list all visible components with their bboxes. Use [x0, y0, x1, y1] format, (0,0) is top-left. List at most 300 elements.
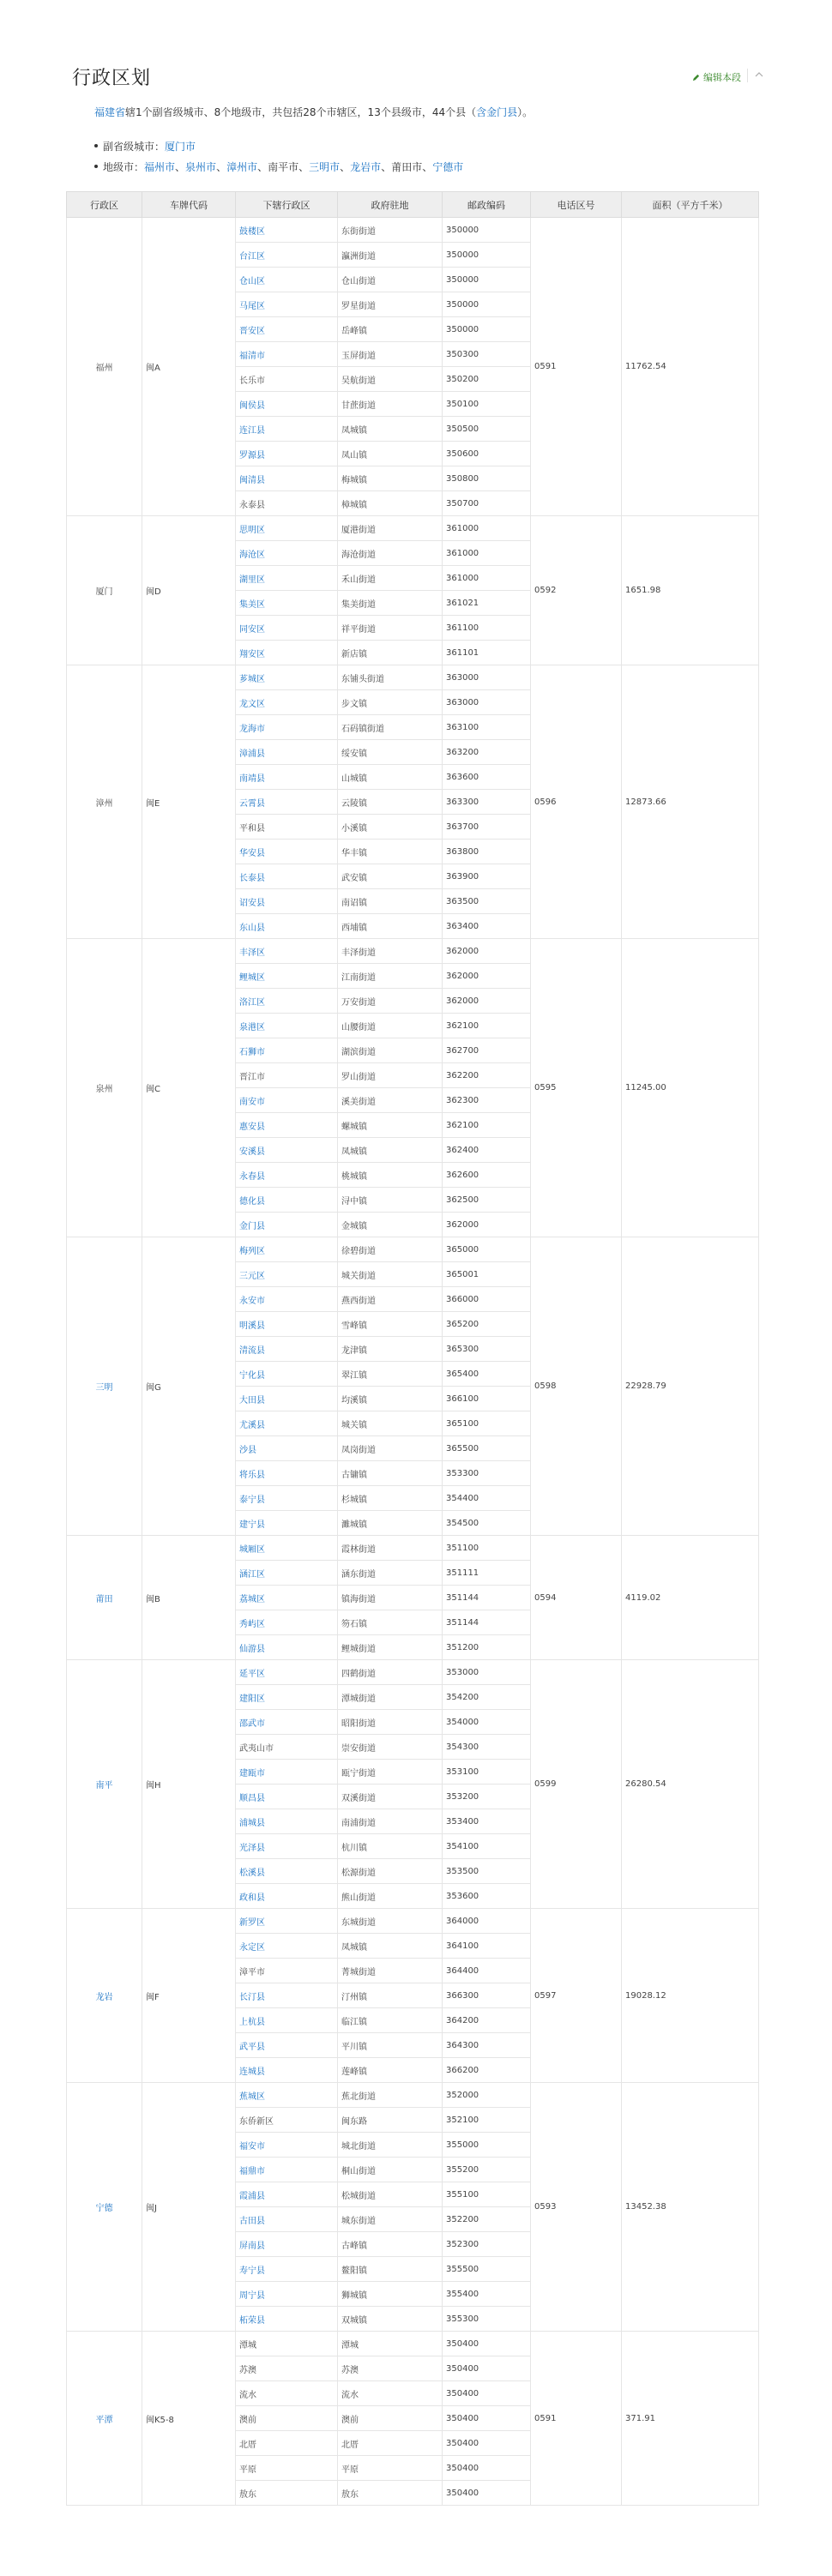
- subdivision-cell[interactable]: 闽清县: [236, 466, 338, 491]
- subdivision-cell[interactable]: 翔安区: [236, 641, 338, 665]
- postcode-cell: 353100: [443, 1760, 531, 1785]
- subdivision-cell[interactable]: 建阳区: [236, 1685, 338, 1710]
- region-name-cell: 福州: [67, 218, 142, 516]
- list-separator: 、: [340, 161, 351, 173]
- postcode-cell: 362600: [443, 1163, 531, 1188]
- seat-cell: 流水: [338, 2381, 443, 2406]
- postcode-cell: 363000: [443, 665, 531, 690]
- table-row: [67, 939, 759, 964]
- region-name-cell[interactable]: 莆田: [67, 1536, 142, 1660]
- seat-cell: 绥安镇: [338, 740, 443, 765]
- sub-provincial-item: [103, 139, 196, 153]
- seat-cell: 潭城: [338, 2332, 443, 2356]
- postcode-cell: 365300: [443, 1337, 531, 1362]
- subdivision-cell[interactable]: 延平区: [236, 1660, 338, 1685]
- postcode-cell: 365000: [443, 1237, 531, 1262]
- subdivision-cell[interactable]: 台江区: [236, 243, 338, 268]
- postcode-cell: 362400: [443, 1138, 531, 1163]
- subdivision-cell[interactable]: 武平县: [236, 2033, 338, 2058]
- postcode-cell: 363600: [443, 765, 531, 790]
- subdivision-cell[interactable]: 邵武市: [236, 1710, 338, 1735]
- postcode-cell: 365001: [443, 1262, 531, 1287]
- postcode-cell: 350400: [443, 2332, 531, 2356]
- list-separator: 、: [257, 161, 268, 173]
- seat-cell: 雪峰镇: [338, 1312, 443, 1337]
- seat-cell: 小溪镇: [338, 815, 443, 840]
- subdivision-cell[interactable]: 梅列区: [236, 1237, 338, 1262]
- postcode-cell: 350200: [443, 367, 531, 392]
- subdivision-cell[interactable]: 石狮市: [236, 1038, 338, 1063]
- postcode-cell: 353500: [443, 1859, 531, 1884]
- seat-cell: 松源街道: [338, 1859, 443, 1884]
- subdivision-cell[interactable]: 闽侯县: [236, 392, 338, 417]
- seat-cell: 玉屏街道: [338, 342, 443, 367]
- subdivision-cell[interactable]: 晋安区: [236, 317, 338, 342]
- seat-cell: 翠江镇: [338, 1362, 443, 1387]
- subdivision-cell[interactable]: 政和县: [236, 1884, 338, 1909]
- area-cell: 26280.54: [622, 1660, 759, 1909]
- subdivision-cell[interactable]: 惠安县: [236, 1113, 338, 1138]
- header-region: 行政区: [67, 192, 142, 218]
- postcode-cell: 350500: [443, 417, 531, 442]
- subdivision-cell[interactable]: 城厢区: [236, 1536, 338, 1561]
- intro-paragraph: [94, 105, 533, 119]
- postcode-cell: 365200: [443, 1312, 531, 1337]
- seat-cell: 凤城镇: [338, 417, 443, 442]
- seat-cell: 浔中镇: [338, 1188, 443, 1213]
- subdivision-cell[interactable]: 漳浦县: [236, 740, 338, 765]
- phone-code-cell: 0596: [531, 665, 622, 939]
- postcode-cell: 366000: [443, 1287, 531, 1312]
- region-name-cell[interactable]: 龙岩: [67, 1909, 142, 2083]
- postcode-cell: 361000: [443, 541, 531, 566]
- subdivision-cell: 长乐市: [236, 367, 338, 392]
- seat-cell: 苏澳: [338, 2356, 443, 2381]
- postcode-cell: 354100: [443, 1834, 531, 1859]
- subdivision-cell[interactable]: 东山县: [236, 914, 338, 939]
- prefecture-city-link[interactable]: 泉州市: [185, 161, 217, 173]
- phone-code-cell: 0599: [531, 1660, 622, 1909]
- postcode-cell: 353400: [443, 1809, 531, 1834]
- subdivision-cell: 苏澳: [236, 2356, 338, 2381]
- subdivision-cell: 北厝: [236, 2431, 338, 2456]
- header-postcode: 邮政编码: [443, 192, 531, 218]
- seat-cell: 湖滨街道: [338, 1038, 443, 1063]
- seat-cell: 溪美街道: [338, 1088, 443, 1113]
- subdivision-cell[interactable]: 安溪县: [236, 1138, 338, 1163]
- subdivision-cell[interactable]: 浦城县: [236, 1809, 338, 1834]
- postcode-cell: 363800: [443, 840, 531, 864]
- postcode-cell: 364100: [443, 1934, 531, 1959]
- seat-cell: 山腰街道: [338, 1014, 443, 1038]
- seat-cell: 松城街道: [338, 2182, 443, 2207]
- table-body: [67, 218, 759, 2506]
- seat-cell: 双溪街道: [338, 1785, 443, 1809]
- subdivision-cell[interactable]: 福鼎市: [236, 2158, 338, 2182]
- seat-cell: 桐山街道: [338, 2158, 443, 2182]
- subdivision-cell[interactable]: 鼓楼区: [236, 218, 338, 243]
- postcode-cell: 351200: [443, 1635, 531, 1660]
- subdivision-cell[interactable]: 诏安县: [236, 889, 338, 914]
- postcode-cell: 363700: [443, 815, 531, 840]
- postcode-cell: 355100: [443, 2182, 531, 2207]
- table-row: [67, 2332, 759, 2356]
- subdivision-cell[interactable]: 马尾区: [236, 292, 338, 317]
- subdivision-cell[interactable]: 新罗区: [236, 1909, 338, 1934]
- postcode-cell: 355400: [443, 2282, 531, 2307]
- seat-cell: 潭城街道: [338, 1685, 443, 1710]
- table-row: [67, 516, 759, 541]
- prefecture-city-link[interactable]: 福州市: [144, 161, 176, 173]
- seat-cell: 甘蔗街道: [338, 392, 443, 417]
- seat-cell: 凤城镇: [338, 1138, 443, 1163]
- seat-cell: 古镛镇: [338, 1461, 443, 1486]
- postcode-cell: 350400: [443, 2456, 531, 2481]
- subdivision-cell: 流水: [236, 2381, 338, 2406]
- subdivision-cell[interactable]: 明溪县: [236, 1312, 338, 1337]
- seat-cell: 闽东路: [338, 2108, 443, 2133]
- subdivision-cell[interactable]: 寿宁县: [236, 2257, 338, 2282]
- postcode-cell: 363300: [443, 790, 531, 815]
- postcode-cell: 354000: [443, 1710, 531, 1735]
- postcode-cell: 350000: [443, 292, 531, 317]
- header-seat: 政府驻地: [338, 192, 443, 218]
- subdivision-cell[interactable]: 大田县: [236, 1387, 338, 1411]
- area-cell: 4119.02: [622, 1536, 759, 1660]
- seat-cell: 东街街道: [338, 218, 443, 243]
- seat-cell: 海沧街道: [338, 541, 443, 566]
- seat-cell: 杉城镇: [338, 1486, 443, 1511]
- area-cell: 1651.98: [622, 516, 759, 665]
- postcode-cell: 354400: [443, 1486, 531, 1511]
- area-cell: 19028.12: [622, 1909, 759, 2083]
- postcode-cell: 350600: [443, 442, 531, 466]
- intro-text: 辖1个副省级城市、8个地级市，共包括28个市辖区，13个县级市，44个县（: [125, 106, 477, 118]
- region-name-cell[interactable]: 宁德: [67, 2083, 142, 2332]
- subdivision-cell[interactable]: 周宁县: [236, 2282, 338, 2307]
- subdivision-cell[interactable]: 同安区: [236, 616, 338, 641]
- subdivision-cell[interactable]: 尤溪县: [236, 1411, 338, 1436]
- seat-cell: 澳前: [338, 2406, 443, 2431]
- seat-cell: 崇安街道: [338, 1735, 443, 1760]
- subdivision-cell: 晋江市: [236, 1063, 338, 1088]
- subdivision-cell[interactable]: 荔城区: [236, 1586, 338, 1610]
- subdivision-cell[interactable]: 鲤城区: [236, 964, 338, 989]
- edit-section-button[interactable]: [692, 70, 741, 84]
- subdivision-cell[interactable]: 长汀县: [236, 1983, 338, 2008]
- subdivision-cell[interactable]: 永定区: [236, 1934, 338, 1959]
- region-name-cell[interactable]: 三明: [67, 1237, 142, 1536]
- seat-cell: 莲峰镇: [338, 2058, 443, 2083]
- postcode-cell: 350000: [443, 218, 531, 243]
- area-cell: 12873.66: [622, 665, 759, 939]
- prefecture-city-link[interactable]: 三明市: [309, 161, 341, 173]
- sub-provincial-label: 副省级城市：: [103, 141, 166, 153]
- area-cell: 371.91: [622, 2332, 759, 2506]
- region-name-cell: 漳州: [67, 665, 142, 939]
- postcode-cell: 366200: [443, 2058, 531, 2083]
- subdivision-cell[interactable]: 仓山区: [236, 268, 338, 292]
- area-cell: 11762.54: [622, 218, 759, 516]
- postcode-cell: 362000: [443, 1213, 531, 1237]
- subdivision-cell[interactable]: 建瓯市: [236, 1760, 338, 1785]
- seat-cell: 敖东: [338, 2481, 443, 2506]
- plate-code-cell: 闽E: [142, 665, 236, 939]
- prefecture-city-link[interactable]: 宁德市: [432, 161, 464, 173]
- subdivision-cell[interactable]: 上杭县: [236, 2008, 338, 2033]
- seat-cell: 仓山街道: [338, 268, 443, 292]
- plate-code-cell: 闽K5-8: [142, 2332, 236, 2506]
- postcode-cell: 361101: [443, 641, 531, 665]
- postcode-cell: 350400: [443, 2381, 531, 2406]
- postcode-cell: 352300: [443, 2232, 531, 2257]
- seat-cell: 金城镇: [338, 1213, 443, 1237]
- region-name-cell[interactable]: 南平: [67, 1660, 142, 1909]
- plate-code-cell: 闽J: [142, 2083, 236, 2332]
- postcode-cell: 362000: [443, 964, 531, 989]
- prefecture-city-text: 莆田市: [391, 161, 423, 173]
- seat-cell: 昭阳街道: [338, 1710, 443, 1735]
- postcode-cell: 354500: [443, 1511, 531, 1536]
- postcode-cell: 351100: [443, 1536, 531, 1561]
- postcode-cell: 362300: [443, 1088, 531, 1113]
- bullet-dot: [94, 165, 98, 168]
- plate-code-cell: 闽C: [142, 939, 236, 1237]
- chevron-up-icon[interactable]: [753, 69, 765, 81]
- subdivision-cell[interactable]: 光泽县: [236, 1834, 338, 1859]
- phone-code-cell: 0591: [531, 2332, 622, 2506]
- subdivision-cell[interactable]: 芗城区: [236, 665, 338, 690]
- seat-cell: 南浦街道: [338, 1809, 443, 1834]
- subdivision-cell[interactable]: 三元区: [236, 1262, 338, 1287]
- seat-cell: 瓯宁街道: [338, 1760, 443, 1785]
- intro-tail: ）。: [517, 106, 534, 118]
- seat-cell: 江南街道: [338, 964, 443, 989]
- subdivision-cell[interactable]: 金门县: [236, 1213, 338, 1237]
- phone-code-cell: 0591: [531, 218, 622, 516]
- postcode-cell: 363000: [443, 690, 531, 715]
- postcode-cell: 355300: [443, 2307, 531, 2332]
- seat-cell: 四鹤街道: [338, 1660, 443, 1685]
- postcode-cell: 353000: [443, 1660, 531, 1685]
- subdivision-cell[interactable]: 罗源县: [236, 442, 338, 466]
- seat-cell: 武安镇: [338, 864, 443, 889]
- seat-cell: 万安街道: [338, 989, 443, 1014]
- postcode-cell: 350000: [443, 268, 531, 292]
- postcode-cell: 362100: [443, 1113, 531, 1138]
- postcode-cell: 363100: [443, 715, 531, 740]
- seat-cell: 吴航街道: [338, 367, 443, 392]
- plate-code-cell: 闽F: [142, 1909, 236, 2083]
- subdivision-cell: 漳平市: [236, 1959, 338, 1983]
- subdivision-cell[interactable]: 德化县: [236, 1188, 338, 1213]
- postcode-cell: 354200: [443, 1685, 531, 1710]
- subdivision-cell[interactable]: 龙海市: [236, 715, 338, 740]
- subdivision-cell[interactable]: 思明区: [236, 516, 338, 541]
- seat-cell: 凤山镇: [338, 442, 443, 466]
- xiamen-link[interactable]: 厦门市: [165, 141, 196, 153]
- seat-cell: 樟城镇: [338, 491, 443, 516]
- header-divider: [747, 69, 748, 82]
- subdivision-cell: 平原: [236, 2456, 338, 2481]
- subdivision-cell[interactable]: 福清市: [236, 342, 338, 367]
- seat-cell: 燕西街道: [338, 1287, 443, 1312]
- prefecture-list: [144, 161, 463, 173]
- prefecture-city-link[interactable]: 漳州市: [226, 161, 258, 173]
- postcode-cell: 362000: [443, 939, 531, 964]
- region-name-cell[interactable]: 平潭: [67, 2332, 142, 2506]
- postcode-cell: 350000: [443, 243, 531, 268]
- prefecture-city-link[interactable]: 龙岩市: [350, 161, 382, 173]
- seat-cell: 古峰镇: [338, 2232, 443, 2257]
- seat-cell: 螺城镇: [338, 1113, 443, 1138]
- seat-cell: 岳峰镇: [338, 317, 443, 342]
- postcode-cell: 350100: [443, 392, 531, 417]
- postcode-cell: 353200: [443, 1785, 531, 1809]
- seat-cell: 华丰镇: [338, 840, 443, 864]
- postcode-cell: 363900: [443, 864, 531, 889]
- postcode-cell: 364400: [443, 1959, 531, 1983]
- subdivision-cell[interactable]: 屏南县: [236, 2232, 338, 2257]
- subdivision-cell: 永泰县: [236, 491, 338, 516]
- province-link[interactable]: 福建省: [94, 106, 126, 118]
- postcode-cell: 350400: [443, 2406, 531, 2431]
- subdivision-cell[interactable]: 秀屿区: [236, 1610, 338, 1635]
- postcode-cell: 362700: [443, 1038, 531, 1063]
- subdivision-cell[interactable]: 将乐县: [236, 1461, 338, 1486]
- subdivision-cell[interactable]: 长泰县: [236, 864, 338, 889]
- section-title: 行政区划: [72, 68, 152, 89]
- subdivision-cell[interactable]: 永春县: [236, 1163, 338, 1188]
- list-separator: 、: [175, 161, 186, 173]
- postcode-cell: 350400: [443, 2481, 531, 2506]
- subdivision-cell[interactable]: 泰宁县: [236, 1486, 338, 1511]
- seat-cell: 双城镇: [338, 2307, 443, 2332]
- list-separator: 、: [216, 161, 227, 173]
- plate-code-cell: 闽D: [142, 516, 236, 665]
- area-cell: 13452.38: [622, 2083, 759, 2332]
- seat-cell: 涵东街道: [338, 1561, 443, 1586]
- seat-cell: 东铺头街道: [338, 665, 443, 690]
- seat-cell: 石码镇街道: [338, 715, 443, 740]
- seat-cell: 平川镇: [338, 2033, 443, 2058]
- postcode-cell: 365100: [443, 1411, 531, 1436]
- subdivision-cell[interactable]: 福安市: [236, 2133, 338, 2158]
- subdivision-cell[interactable]: 蕉城区: [236, 2083, 338, 2108]
- seat-cell: 城关镇: [338, 1411, 443, 1436]
- plate-code-cell: 闽H: [142, 1660, 236, 1909]
- subdivision-cell[interactable]: 涵江区: [236, 1561, 338, 1586]
- seat-cell: 菁城街道: [338, 1959, 443, 1983]
- jinmen-link[interactable]: 含金门县: [476, 106, 518, 118]
- postcode-cell: 350400: [443, 2356, 531, 2381]
- subdivision-cell: 平和县: [236, 815, 338, 840]
- section-header: [72, 58, 767, 93]
- subdivision-cell[interactable]: 湖里区: [236, 566, 338, 591]
- seat-cell: 镇海街道: [338, 1586, 443, 1610]
- seat-cell: 东城街道: [338, 1909, 443, 1934]
- prefecture-city-text: 南平市: [268, 161, 299, 173]
- subdivision-cell[interactable]: 仙游县: [236, 1635, 338, 1660]
- subdivision-cell[interactable]: 柘荣县: [236, 2307, 338, 2332]
- table-row: [67, 1909, 759, 1934]
- subdivision-cell[interactable]: 洛江区: [236, 989, 338, 1014]
- subdivision-cell[interactable]: 华安县: [236, 840, 338, 864]
- subdivision-cell[interactable]: 南靖县: [236, 765, 338, 790]
- edit-label: 编辑本段: [703, 72, 741, 83]
- subdivision-cell[interactable]: 连江县: [236, 417, 338, 442]
- seat-cell: 徐碧街道: [338, 1237, 443, 1262]
- postcode-cell: 363400: [443, 914, 531, 939]
- seat-cell: 笏石镇: [338, 1610, 443, 1635]
- header-subdivision: 下辖行政区: [236, 192, 338, 218]
- list-separator: 、: [381, 161, 392, 173]
- postcode-cell: 364200: [443, 2008, 531, 2033]
- seat-cell: 鳌阳镇: [338, 2257, 443, 2282]
- header-area: 面积（平方千米）: [622, 192, 759, 218]
- postcode-cell: 354300: [443, 1735, 531, 1760]
- subdivision-cell[interactable]: 松溪县: [236, 1859, 338, 1884]
- subdivision-cell[interactable]: 宁化县: [236, 1362, 338, 1387]
- subdivision-cell: 东侨新区: [236, 2108, 338, 2133]
- postcode-cell: 362000: [443, 989, 531, 1014]
- subdivision-cell[interactable]: 沙县: [236, 1436, 338, 1461]
- subdivision-cell[interactable]: 永安市: [236, 1287, 338, 1312]
- subdivision-cell[interactable]: 云霄县: [236, 790, 338, 815]
- postcode-cell: 366100: [443, 1387, 531, 1411]
- seat-cell: 云陵镇: [338, 790, 443, 815]
- postcode-cell: 363200: [443, 740, 531, 765]
- subdivision-cell[interactable]: 龙文区: [236, 690, 338, 715]
- seat-cell: 凤城镇: [338, 1934, 443, 1959]
- subdivision-cell[interactable]: 泉港区: [236, 1014, 338, 1038]
- pencil-icon: [692, 74, 700, 81]
- subdivision-cell[interactable]: 集美区: [236, 591, 338, 616]
- subdivision-cell[interactable]: 丰泽区: [236, 939, 338, 964]
- seat-cell: 鲤城街道: [338, 1635, 443, 1660]
- postcode-cell: 361100: [443, 616, 531, 641]
- subdivision-cell[interactable]: 海沧区: [236, 541, 338, 566]
- prefecture-label: 地级市：: [103, 161, 145, 173]
- subdivision-cell[interactable]: 连城县: [236, 2058, 338, 2083]
- postcode-cell: 352200: [443, 2207, 531, 2232]
- subdivision-cell[interactable]: 清流县: [236, 1337, 338, 1362]
- subdivision-cell[interactable]: 建宁县: [236, 1511, 338, 1536]
- plate-code-cell: 闽A: [142, 218, 236, 516]
- postcode-cell: 364000: [443, 1909, 531, 1934]
- postcode-cell: 353600: [443, 1884, 531, 1909]
- postcode-cell: 351144: [443, 1586, 531, 1610]
- seat-cell: 罗山街道: [338, 1063, 443, 1088]
- table-row: [67, 218, 759, 243]
- list-separator: 、: [422, 161, 433, 173]
- postcode-cell: 362500: [443, 1188, 531, 1213]
- prefecture-item: [103, 159, 463, 174]
- subdivision-cell[interactable]: 顺昌县: [236, 1785, 338, 1809]
- header-phone: 电话区号: [531, 192, 622, 218]
- table-header-row: [67, 192, 759, 218]
- postcode-cell: 351144: [443, 1610, 531, 1635]
- subdivision-cell[interactable]: 古田县: [236, 2207, 338, 2232]
- bullet-dot: [94, 144, 98, 147]
- subdivision-cell[interactable]: 南安市: [236, 1088, 338, 1113]
- postcode-cell: 363500: [443, 889, 531, 914]
- seat-cell: 城北街道: [338, 2133, 443, 2158]
- postcode-cell: 365500: [443, 1436, 531, 1461]
- area-cell: 22928.79: [622, 1237, 759, 1536]
- seat-cell: 集美街道: [338, 591, 443, 616]
- subdivision-cell[interactable]: 霞浦县: [236, 2182, 338, 2207]
